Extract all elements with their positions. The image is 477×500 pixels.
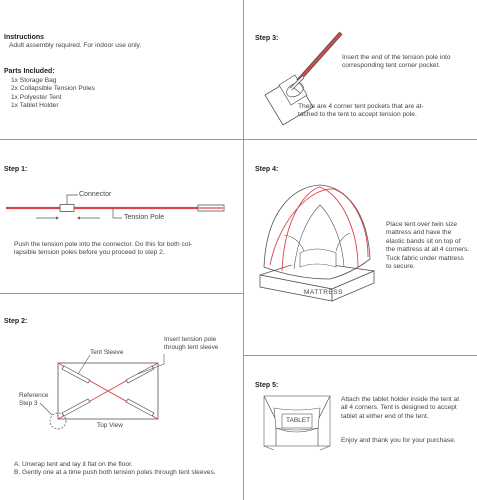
section-divider	[0, 139, 243, 140]
step3-text-2	[298, 103, 424, 120]
tent-sleeve-label: Tent Sleeve	[90, 349, 124, 356]
reference-line: Step 3	[19, 400, 38, 407]
section-divider	[0, 293, 243, 294]
parts-item: 1x Storage Bag	[11, 77, 57, 84]
section-divider	[244, 139, 477, 140]
step5-text-2: Enjoy and thank you for your purchase.	[341, 437, 456, 444]
step4-title: Step 4:	[255, 166, 279, 173]
insert-line: Insert tension pole	[164, 336, 217, 343]
parts-item: 1x Tablet Holder	[11, 102, 59, 110]
step4-line: Place tent over twin size	[386, 221, 458, 228]
parts-list	[11, 77, 95, 111]
connector-label: Connector	[79, 191, 112, 198]
step4-line: Tuck fabric under mattress	[386, 254, 464, 262]
step2-text	[14, 461, 216, 478]
step1-title: Step 1:	[4, 166, 28, 173]
step5-line: Attach the tablet holder inside the tent at	[341, 396, 460, 403]
step2-line: A. Unwrap tent and lay it flat on the floor.	[14, 461, 133, 468]
reference-label	[19, 392, 49, 408]
step3-line: corresponding tent corner pocket.	[342, 62, 441, 70]
step5-title: Step 5:	[255, 382, 279, 389]
parts-item: 1x Polyester Tent	[11, 93, 62, 101]
tablet-label: TABLET	[286, 417, 311, 424]
column-divider	[243, 0, 244, 500]
top-view-label: Top View	[97, 422, 123, 429]
step4-text	[386, 221, 469, 271]
instructions-title: Instructions	[4, 34, 45, 41]
parts-title: Parts Included:	[4, 68, 55, 75]
insert-line: through tent sleeve	[164, 344, 219, 351]
step2-line: B. Gently one at a time push both tension poles through tent sleeves.	[14, 469, 216, 477]
step3-line: There are 4 corner tent pockets that are at-	[298, 103, 424, 110]
instructions-text: Adult assembly required. For indoor use only.	[9, 42, 142, 49]
reference-line: Reference	[19, 392, 49, 399]
step3-text-1	[342, 54, 451, 71]
step5-text-1	[341, 396, 459, 421]
step4-line: elastic bands sit on top of	[386, 237, 461, 245]
step4-line: to secure.	[386, 263, 415, 271]
parts-item: 2x Collapsible Tension Poles	[11, 85, 95, 93]
insert-pole-label	[164, 336, 218, 352]
step1-line: Push the tension pole into the connector. Do this for both col-	[14, 241, 193, 248]
step1-text	[14, 241, 192, 258]
step4-line: the mattress at all 4 corners.	[386, 246, 470, 254]
pole-connector-diagram	[0, 185, 243, 245]
step2-title: Step 2:	[4, 318, 28, 325]
step5-line: all 4 corners. Tent is designed to accept	[341, 404, 457, 412]
section-divider	[244, 355, 477, 356]
tension-pole-label: Tension Pole	[124, 214, 165, 221]
step3-line: Insert the end of the tension pole into	[342, 54, 451, 61]
step1-line: lapsible tension poles before you proceed to step 2.	[14, 249, 165, 257]
step5-line: tablet at either end of the tent.	[341, 412, 429, 420]
step3-title: Step 3:	[255, 35, 279, 42]
step3-line: tached to the tent to accept tension pole.	[298, 111, 417, 119]
step4-line: mattress and have the	[386, 229, 452, 237]
mattress-label: MATTRESS	[304, 289, 343, 296]
